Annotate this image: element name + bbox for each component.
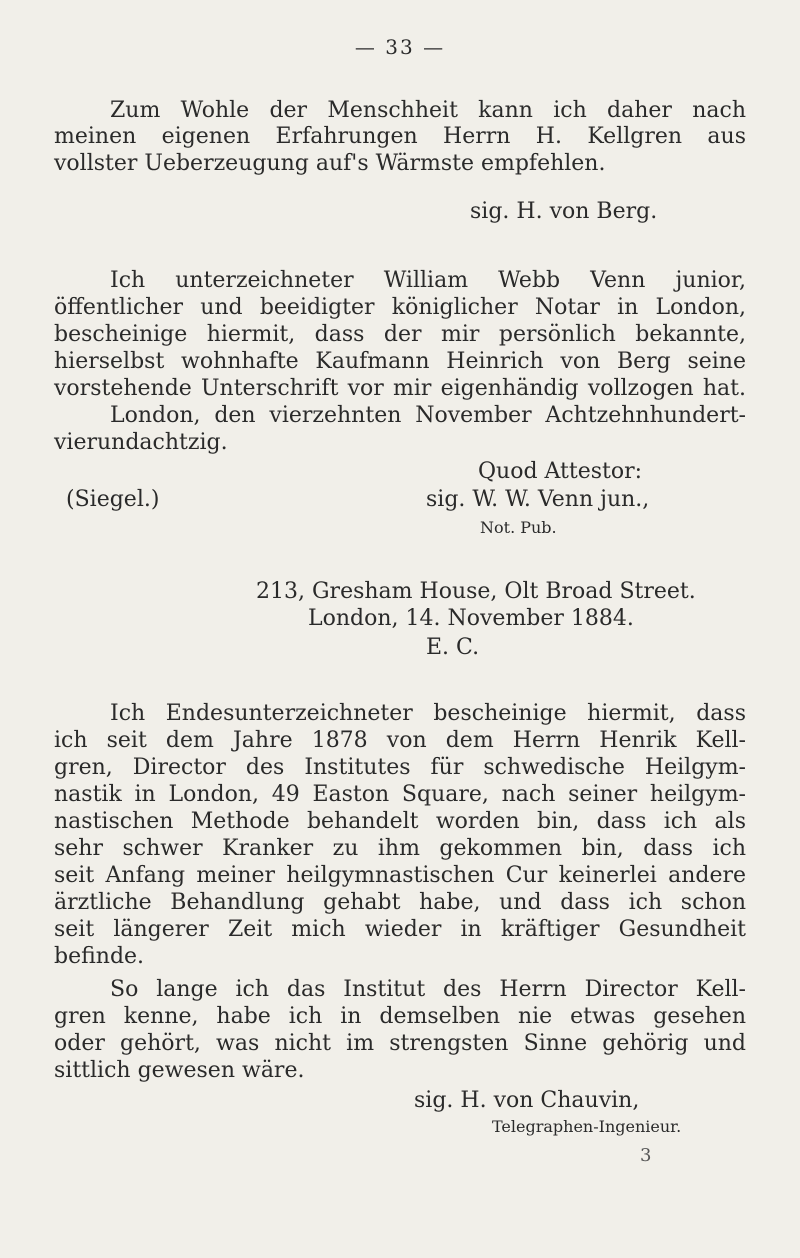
letter2-line-3: gren, Director des Institutes für schwedische Heilgym- bbox=[54, 755, 746, 780]
letter2-signature: sig. H. von Chauvin, bbox=[414, 1088, 640, 1113]
notary-line-5: vorstehende Unterschrift vor mir eigenhändig vollzogen hat. bbox=[54, 376, 746, 401]
notary-line-2: öffentlicher und beeidigter königlicher Notar in London, bbox=[54, 295, 746, 320]
notary-line-1: Ich unterzeichneter William Webb Venn junior, bbox=[110, 268, 746, 293]
letter1-line-2: meinen eigenen Erfahrungen Herrn H. Kellgren aus bbox=[54, 124, 746, 149]
letter2-line-13: oder gehört, was nicht im strengsten Sinne gehörig und bbox=[54, 1031, 746, 1056]
notary-title: Not. Pub. bbox=[480, 518, 557, 537]
notary-line-6: London, den vierzehnten November Achtzehnhundert- bbox=[110, 403, 746, 428]
letter2-line-4: nastik in London, 49 Easton Square, nach seiner heilgym- bbox=[54, 782, 746, 807]
notary-quod: Quod Attestor: bbox=[478, 459, 643, 484]
letter1-line-1: Zum Wohle der Menschheit kann ich daher nach bbox=[110, 98, 746, 123]
letter2-line-1: Ich Endesunterzeichneter bescheinige hiermit, dass bbox=[110, 701, 746, 726]
signature-mark: 3 bbox=[640, 1145, 652, 1166]
letter2-line-5: nastischen Methode behandelt worden bin, dass ich als bbox=[54, 809, 746, 834]
letter2-line-11: So lange ich das Institut des Herrn Director Kell- bbox=[110, 977, 746, 1002]
address-line-1: 213, Gresham House, Olt Broad Street. bbox=[256, 579, 696, 604]
letter2-line-7: seit Anfang meiner heilgymnastischen Cur keinerlei andere bbox=[54, 863, 746, 888]
letter1-line-3: vollster Ueberzeugung auf's Wärmste empfehlen. bbox=[54, 151, 606, 176]
letter2-line-12: gren kenne, habe ich in demselben nie etwas gesehen bbox=[54, 1004, 746, 1029]
address-line-3: E. C. bbox=[426, 635, 480, 660]
page-number: — 33 — bbox=[354, 35, 446, 59]
letter2-line-9: seit längerer Zeit mich wieder in kräftiger Gesundheit bbox=[54, 917, 746, 942]
address-line-2: London, 14. November 1884. bbox=[308, 606, 634, 631]
notary-line-4: hierselbst wohnhafte Kaufmann Heinrich von Berg seine bbox=[54, 349, 746, 374]
notary-seal: (Siegel.) bbox=[66, 487, 160, 512]
letter2-title: Telegraphen-Ingenieur. bbox=[492, 1117, 682, 1136]
notary-line-3: bescheinige hiermit, dass der mir persönlich bekannte, bbox=[54, 322, 746, 347]
letter2-line-6: sehr schwer Kranker zu ihm gekommen bin, dass ich bbox=[54, 836, 746, 861]
letter2-line-2: ich seit dem Jahre 1878 von dem Herrn Henrik Kell- bbox=[54, 728, 746, 753]
letter2-line-14: sittlich gewesen wäre. bbox=[54, 1058, 305, 1083]
letter2-line-10: befinde. bbox=[54, 944, 145, 969]
notary-signature: sig. W. W. Venn jun., bbox=[426, 487, 650, 512]
letter2-line-8: ärztliche Behandlung gehabt habe, und dass ich schon bbox=[54, 890, 746, 915]
notary-line-7: vierundachtzig. bbox=[54, 430, 228, 455]
letter1-signature: sig. H. von Berg. bbox=[470, 199, 658, 224]
